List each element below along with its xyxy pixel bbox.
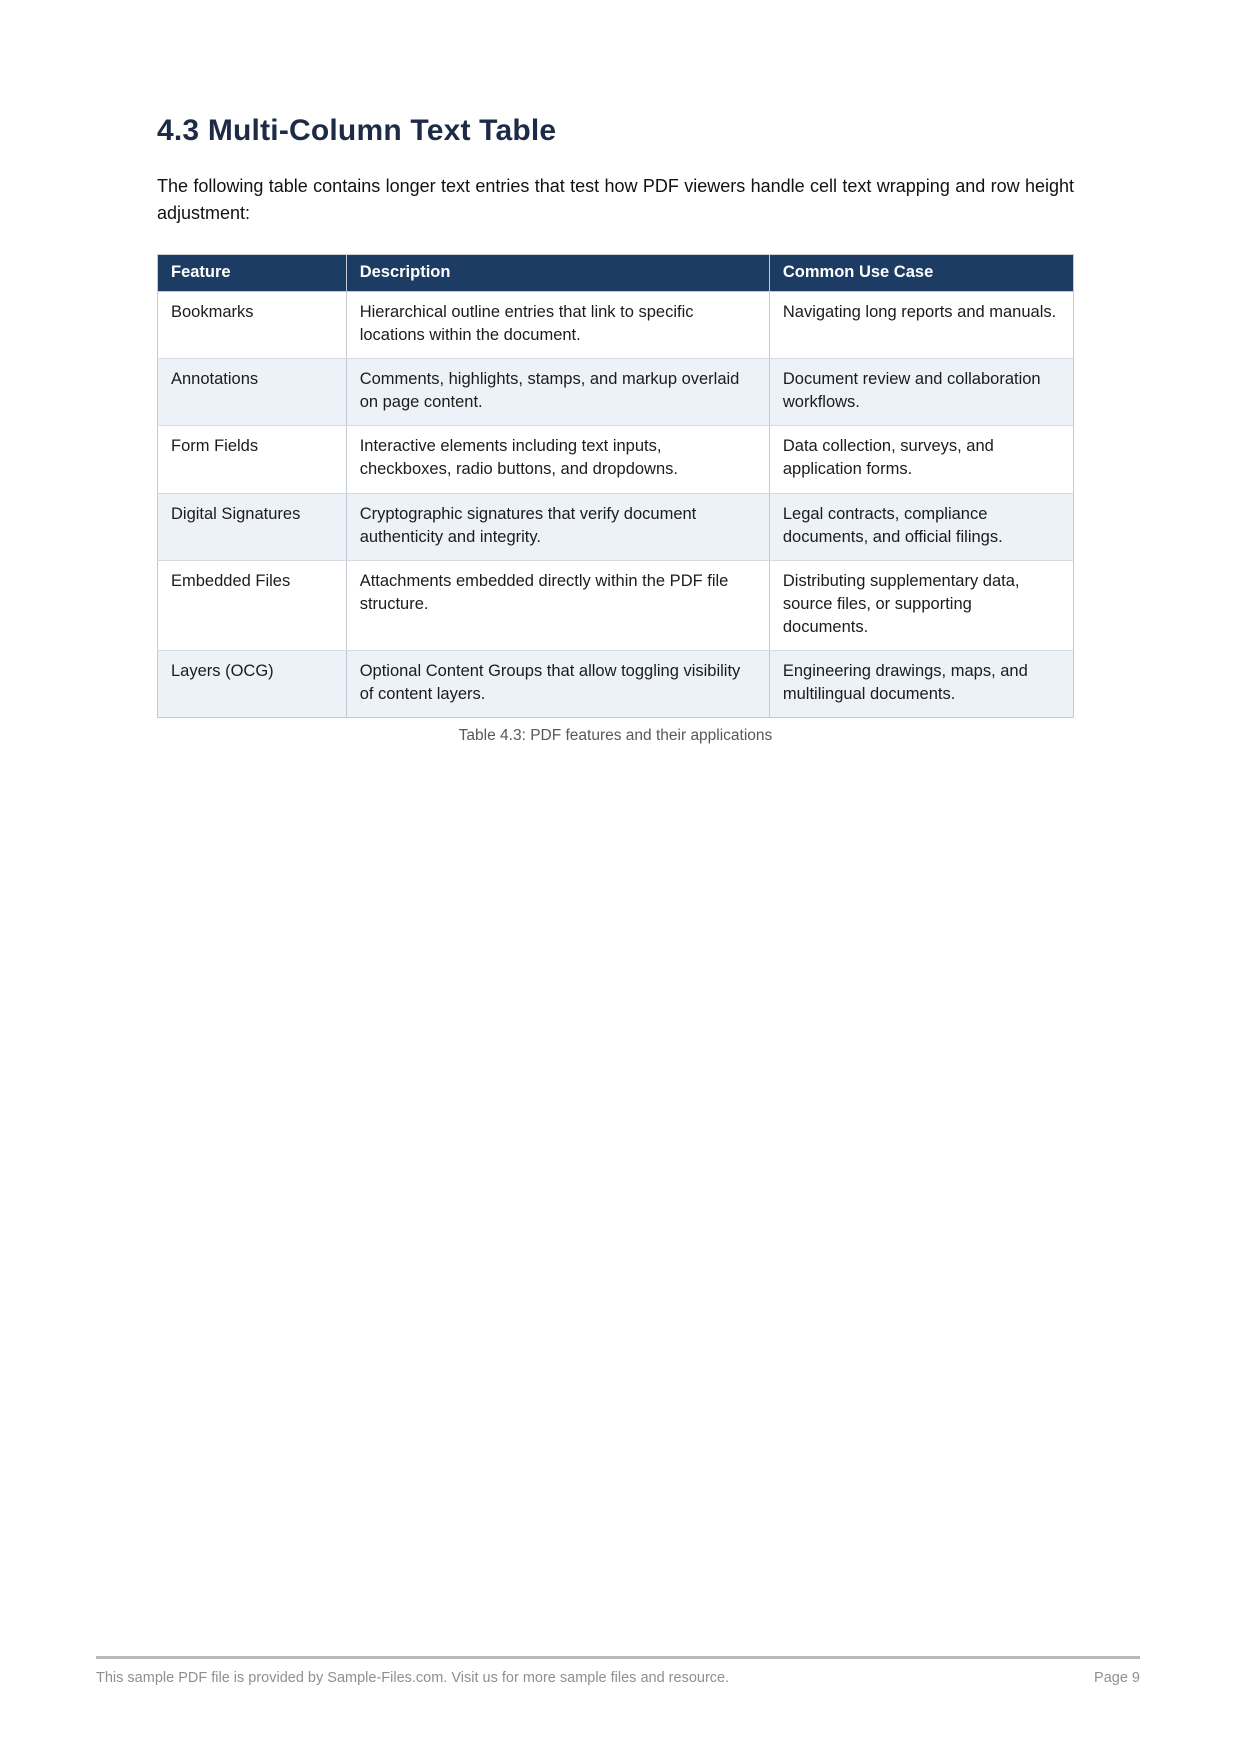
section-heading: 4.3 Multi-Column Text Table [157,114,557,147]
cell-use-case: Navigating long reports and manuals. [769,292,1073,359]
cell-feature: Digital Signatures [158,493,347,560]
cell-use-case: Legal contracts, compliance documents, and official filings. [769,493,1073,560]
table-row [158,426,1074,493]
table-caption: Table 4.3: PDF features and their applications [458,727,773,745]
column-header-use-case: Common Use Case [769,255,1073,292]
cell-feature: Layers (OCG) [158,651,347,718]
cell-description: Hierarchical outline entries that link to specific locations within the document. [346,292,769,359]
cell-feature: Form Fields [158,426,347,493]
page-footer [96,1656,1140,1686]
table-row [158,560,1074,650]
cell-use-case: Document review and collaboration workflows. [769,359,1073,426]
cell-use-case: Distributing supplementary data, source files, or supporting documents. [769,560,1073,650]
cell-description: Comments, highlights, stamps, and markup overlaid on page content. [346,359,769,426]
page-content [157,114,1074,745]
column-header-description: Description [346,255,769,292]
page-number: Page 9 [1094,1670,1140,1686]
cell-feature: Annotations [158,359,347,426]
cell-description: Attachments embedded directly within the PDF file structure. [346,560,769,650]
table-row [158,651,1074,718]
cell-feature: Embedded Files [158,560,347,650]
table-row [158,493,1074,560]
cell-description: Optional Content Groups that allow toggling visibility of content layers. [346,651,769,718]
intro-paragraph: The following table contains longer text entries that test how PDF viewers handle cell text wrapping and row height adjustment: [157,176,1074,223]
cell-feature: Bookmarks [158,292,347,359]
cell-use-case: Data collection, surveys, and application forms. [769,426,1073,493]
footer-note: This sample PDF file is provided by Sample-Files.com. Visit us for more sample files and resource. [96,1670,730,1686]
cell-description: Cryptographic signatures that verify document authenticity and integrity. [346,493,769,560]
features-table [157,254,1074,718]
table-row [158,359,1074,426]
cell-description: Interactive elements including text inputs, checkboxes, radio buttons, and dropdowns. [346,426,769,493]
table-header-row [158,255,1074,292]
column-header-feature: Feature [158,255,347,292]
table-row [158,292,1074,359]
cell-use-case: Engineering drawings, maps, and multilingual documents. [769,651,1073,718]
footer-divider [96,1656,1140,1659]
